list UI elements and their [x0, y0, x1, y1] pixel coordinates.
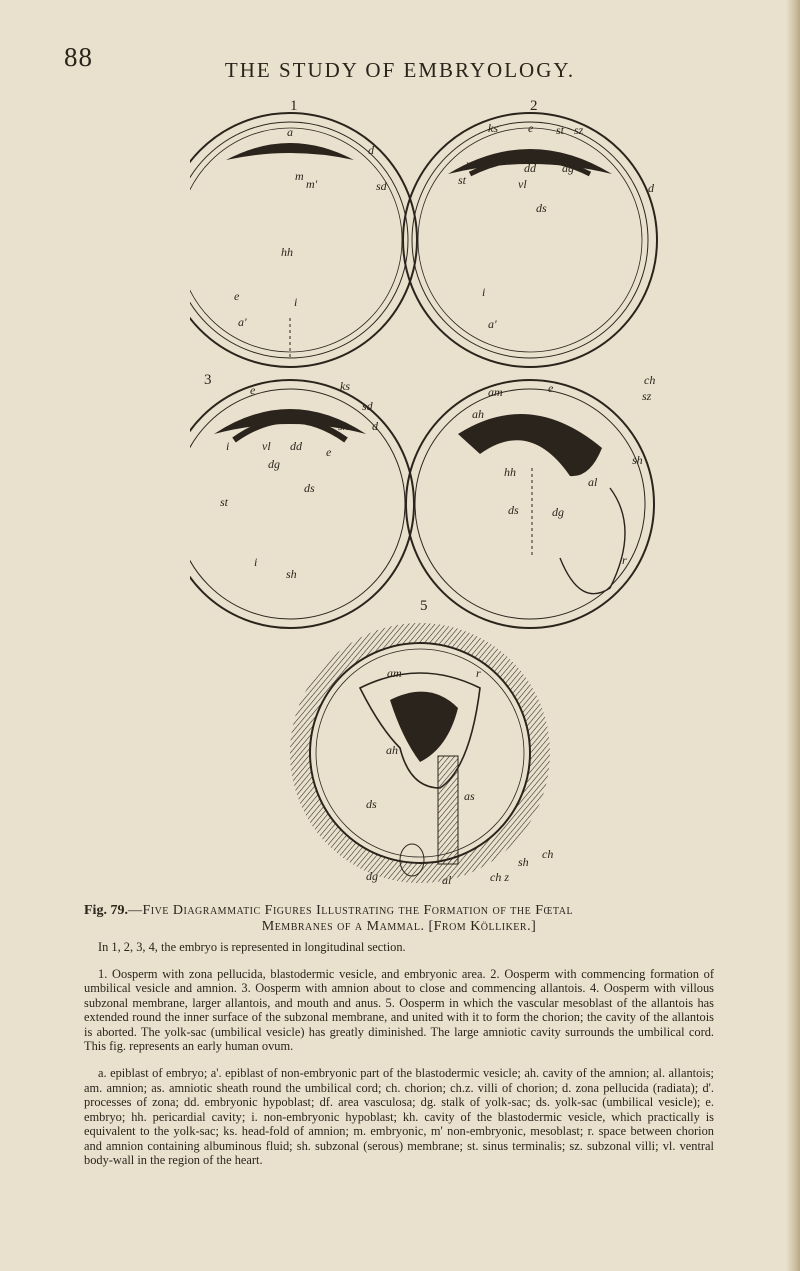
panel-4-label: am [488, 385, 503, 399]
panel-2-label: vl [518, 177, 527, 191]
allantois [560, 488, 625, 594]
caption-title-line2-text: Membranes of a Mammal. [261, 919, 425, 934]
caption-source-name: Kölliker. [470, 919, 532, 934]
panel-5-label: sh [518, 855, 529, 869]
panel-5-label: ch z [490, 870, 509, 884]
panel-1-label: hh [281, 245, 293, 259]
panel-2-label: d [648, 181, 654, 195]
umbilical-cord [438, 756, 458, 864]
panel-2-label: dg [562, 161, 574, 175]
panel-2-label: ds [536, 201, 547, 215]
panel-number-5: 5 [420, 598, 428, 614]
panel-5 [290, 598, 553, 887]
caption-paragraph: 1. Oosperm with zona pellucida, blastodermic vesicle, and embryonic area. 2. Oosperm with commencing formation of umbilical vesicle and amnion. 3. Oosperm with amnion about to close and commencing allantois. 4. Oosperm with villous subzonal membrane, larger allantois, and mouth and anus. 5. Oosperm in which the vascular mesoblast of the allantois has extended round the inner surface of the subzonal membrane, and united with it to form the chorion; the cavity of the allantois is aborted. The yolk-sac (umbilical vesicle) has greatly diminished. The large amniotic cavity surrounds the umbilical cord. This fig. represents an early human ovum. [84, 966, 714, 1054]
panel-4-label: r [622, 553, 627, 567]
panel-1-label: sd [376, 179, 387, 193]
panel-5-label: al [442, 873, 452, 887]
panel-2-label: st [556, 123, 565, 137]
panel-3-label: d [372, 419, 378, 433]
inner-layer [190, 128, 402, 352]
embryo-body [458, 414, 602, 476]
panel-5-label: dg [366, 869, 378, 883]
panel-5-label: ds [366, 797, 377, 811]
panel-4-label: al [588, 475, 598, 489]
caption-paragraph: In 1, 2, 3, 4, the embryo is represented in longitudinal section. [98, 940, 406, 954]
panel-2-label: st [458, 173, 467, 187]
figure-79 [190, 88, 660, 888]
panel-2-label: dd [524, 161, 536, 175]
figure-79-illustration [190, 88, 660, 888]
panel-3-label: i [226, 439, 230, 453]
blastodermic-vesicle-outline [190, 122, 408, 358]
panel-2-label: i [482, 285, 486, 299]
caption-paragraph: a. epiblast of embryo; a'. epiblast of non-embryonic part of the blastodermic vesicle; ah. cavity of the amnion; al. allantois; am. amnion; as. amniotic sheath round the umbilical cord; ch. chorion; ch.z. villi of chorion; d. zona pellucida (radiata); d'. processes of zona; dd. embryonic hypoblast; df. area vasculosa; dg. stalk of yolk-sac; ds. yolk-sac (umbilical vesicle); e. embryo; hh. pericardial cavity; i. non-embryonic hypoblast; kh. cavity of the blastodermic vesicle, which practically is equivalent to the yolk-sac; ks. head-fold of amnion; m. embryonic, m' non-embryonic, mesoblast; r. space between chorion and amnion containing albuminous fluid; sh. subzonal (serous) membrane; st. sinus terminalis; sz. subzonal villi; vl. ventral body-wall in the region of the heart. [84, 1066, 714, 1168]
panel-4-label: ch [644, 373, 656, 387]
panel-5-label: am [387, 666, 402, 680]
panel-3-label: sh [338, 419, 349, 433]
panel-1-label: a [287, 125, 293, 139]
panel-number-1: 1 [290, 98, 298, 114]
panel-4-label: e [548, 381, 554, 395]
panel-5-label: as [464, 789, 475, 803]
panel-3-label: sh [286, 567, 297, 581]
panel-number-3: 3 [204, 372, 212, 388]
panel-5-label: ah [386, 743, 398, 757]
panel-2-label: ks [488, 121, 498, 135]
panel-2 [403, 98, 657, 367]
panel-3-label: vl [262, 439, 271, 453]
panel-3-label: e [326, 445, 332, 459]
panel-1 [190, 98, 417, 367]
panel-1-label: i [294, 295, 298, 309]
panel-3-label: dg [268, 457, 280, 471]
panel-4 [406, 373, 655, 628]
panel-number-2: 2 [530, 98, 538, 114]
panel-3-label: ds [304, 481, 315, 495]
panel-3 [190, 372, 414, 628]
panel-4-label: sh [632, 453, 643, 467]
panel-3-label: i [254, 555, 258, 569]
panel-2-label: m' [466, 157, 478, 171]
caption-title [84, 903, 714, 919]
panel-5-label: r [476, 666, 481, 680]
panel-5-label: ch [542, 847, 554, 861]
page-number: 88 [64, 42, 93, 72]
panel-2-label: sz [574, 123, 584, 137]
embryonic-area [226, 143, 354, 160]
panel-3-label: sd [362, 399, 373, 413]
panel-4-label: hh [504, 465, 516, 479]
running-head: THE STUDY OF EMBRYOLOGY. [224, 58, 576, 82]
panel-2-label: e [528, 121, 534, 135]
panel-4-label: ah [472, 407, 484, 421]
page-edge-shadow [786, 0, 800, 1271]
panel-1-label: e [234, 289, 240, 303]
panel-3-label: ks [340, 379, 350, 393]
panel-4-label: ds [508, 503, 519, 517]
figure-caption [84, 903, 714, 1180]
panel-1-label: d [368, 143, 374, 157]
panel-1-label: m' [306, 177, 318, 191]
figure-label: Fig. 79. [84, 903, 128, 918]
caption-source-prefix: [From [428, 919, 471, 934]
panel-4-label: dg [552, 505, 564, 519]
caption-title-line2 [84, 919, 714, 935]
caption-title-text: —Five Diagrammatic Figures Illustrating the Formation of the Fœtal [127, 903, 574, 918]
panel-1-label: m [295, 169, 304, 183]
panel-2-label: a' [488, 317, 497, 331]
panel-3-label: st [220, 495, 229, 509]
panel-4-label: sz [642, 389, 652, 403]
panel-3-label: e [250, 383, 256, 397]
panel-3-label: dd [290, 439, 302, 453]
caption-source-suffix: ] [531, 919, 537, 934]
panel-1-label: a' [238, 315, 247, 329]
